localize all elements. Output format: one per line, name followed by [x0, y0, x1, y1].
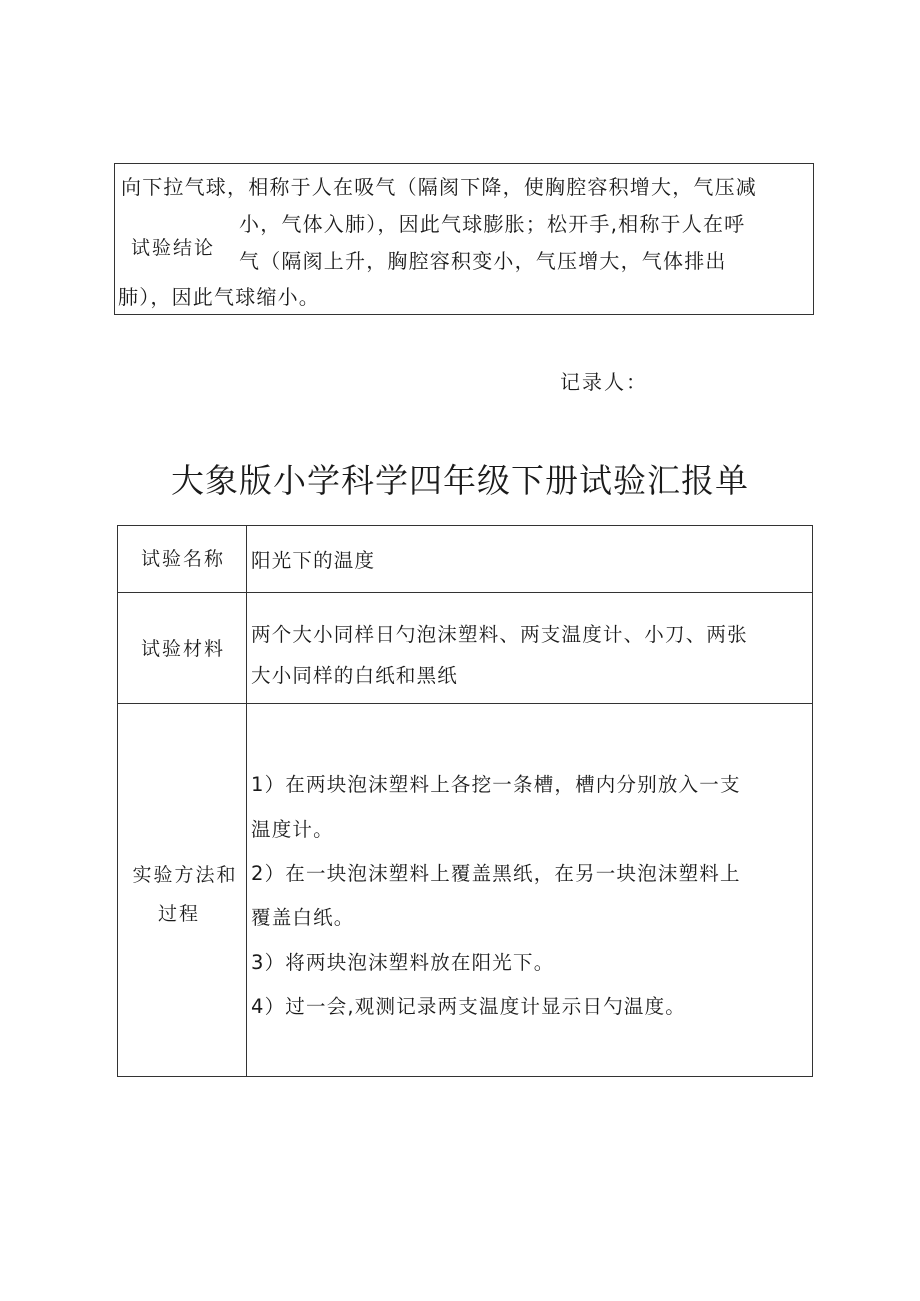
row-label-method-line-2: 过程 [157, 903, 200, 925]
conclusion-text-line-3: 气（隔阂上升，胸腔容积变小，气压增大，气体排出 [239, 249, 727, 273]
conclusion-text-line-4: 肺），因此气球缩小。 [118, 285, 320, 309]
conclusion-text-line-1: 向下拉气球，相称于人在吸气（隔阂下降，使胸腔容积增大，气压减 [121, 175, 757, 199]
method-step-line-3: 2）在一块泡沫塑料上覆盖黑纸，在另一块泡沫塑料上 [251, 862, 741, 885]
report-title: 大象版小学科学四年级下册试验汇报单 [171, 461, 749, 500]
row-divider [118, 592, 812, 593]
recorder-label: 记录人： [560, 370, 648, 394]
method-step-line-5: 3）将两块泡沫塑料放在阳光下。 [251, 951, 555, 974]
method-step-line-6: 4）过一会,观测记录两支温度计显示日勺温度。 [251, 995, 687, 1018]
conclusion-label: 试验结论 [131, 237, 216, 259]
row-label-experiment-name: 试验名称 [140, 548, 225, 570]
materials-line-1: 两个大小同样日勺泡沫塑料、两支温度计、小刀、两张 [251, 623, 748, 646]
row-divider [118, 703, 812, 704]
column-divider [246, 526, 247, 1076]
report-table [117, 525, 813, 1077]
materials-line-2: 大小同样的白纸和黑纸 [251, 664, 459, 687]
experiment-name-value: 阳光下的温度 [251, 549, 376, 572]
row-label-method-line-1: 实验方法和 [132, 864, 238, 886]
method-step-line-4: 覆盖白纸。 [251, 906, 355, 929]
conclusion-table [114, 163, 814, 315]
method-step-line-1: 1）在两块泡沫塑料上各挖一条槽，槽内分别放入一支 [251, 773, 741, 796]
method-step-line-2: 温度计。 [251, 818, 334, 841]
conclusion-text-line-2: 小，气体入肺），因此气球膨胀；松开手,相称于人在呼 [239, 212, 746, 236]
row-label-materials: 试验材料 [140, 638, 225, 660]
